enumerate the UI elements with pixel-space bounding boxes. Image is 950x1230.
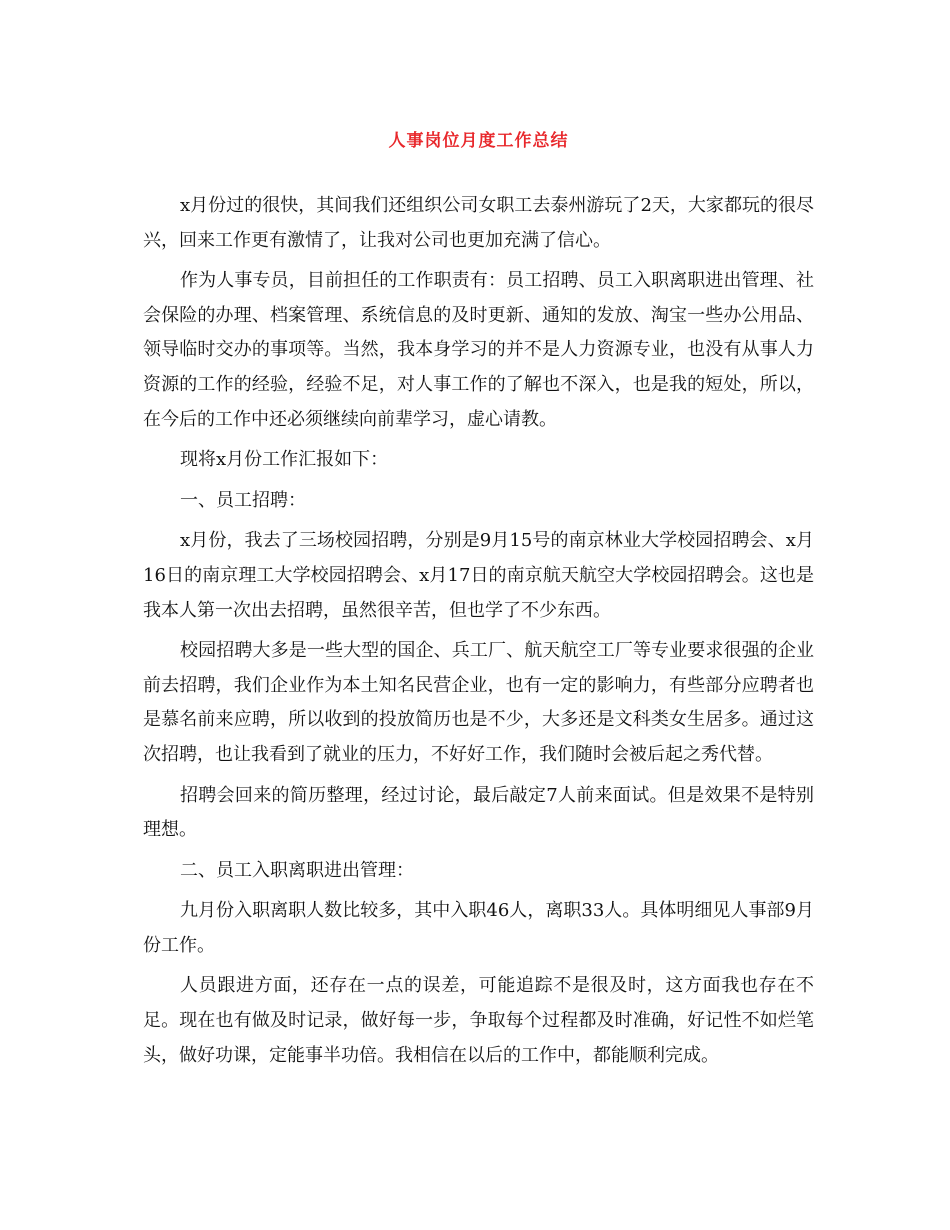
paragraph-follow-up: 人员跟进方面，还存在一点的误差，可能追踪不是很及时，这方面我也存在不足。现在也有做及时记录，做好每一步，争取每个过程都及时准确，好记性不如烂笔头，做好功课，定能事半功倍。我相信在以后的工作中，都能顺利完成。 (143, 975, 814, 1066)
paragraph-intro: x月份过的很快，其间我们还组织公司女职工去泰州游玩了2天，大家都玩的很尽兴，回来工作更有激情了，让我对公司也更加充满了信心。 (143, 195, 814, 251)
document-title: 人事岗位月度工作总结 (388, 131, 569, 151)
document-body (143, 189, 814, 1073)
paragraph-headcount: 九月份入职离职人数比较多，其中入职46人，离职33人。具体明细见人事部9月份工作。 (143, 900, 814, 956)
section-heading-recruitment: 一、员工招聘： (180, 489, 306, 511)
paragraph-resume-screening: 招聘会回来的简历整理，经过讨论，最后敲定7人前来面试。但是效果不是特别理想。 (143, 784, 814, 841)
paragraph-duties: 作为人事专员，目前担任的工作职责有：员工招聘、员工入职离职进出管理、社会保险的办理、档案管理、系统信息的及时更新、通知的发放、淘宝一些办公用品、领导临时交办的事项等。当然，我本身学习的并不是人力资源专业，也没有从事人力资源的工作的经验，经验不足，对人事工作的了解也不深入，也是我的短处，所以，在今后的工作中还必须继续向前辈学习，虚心请教。 (143, 270, 814, 430)
paragraph-campus-recruitment: 校园招聘大多是一些大型的国企、兵工厂、航天航空工厂等专业要求很强的企业前去招聘，我们企业作为本土知名民营企业，也有一定的影响力，有些部分应聘者也是慕名前来应聘，所以收到的投放简历也是不少，大多还是文科类女生居多。通过这次招聘，也让我看到了就业的压力，不好好工作，我们随时会被后起之秀代替。 (143, 640, 814, 765)
paragraph-campus-fairs: x月份，我去了三场校园招聘，分别是9月15号的南京林业大学校园招聘会、x月16日的南京理工大学校园招聘会、x月17日的南京航天航空大学校园招聘会。这也是我本人第一次出去招聘，虽然很辛苦，但也学了不少东西。 (143, 530, 814, 621)
paragraph-report-lead: 现将x月份工作汇报如下： (180, 449, 389, 471)
section-heading-onboarding: 二、员工入职离职进出管理： (180, 859, 414, 881)
